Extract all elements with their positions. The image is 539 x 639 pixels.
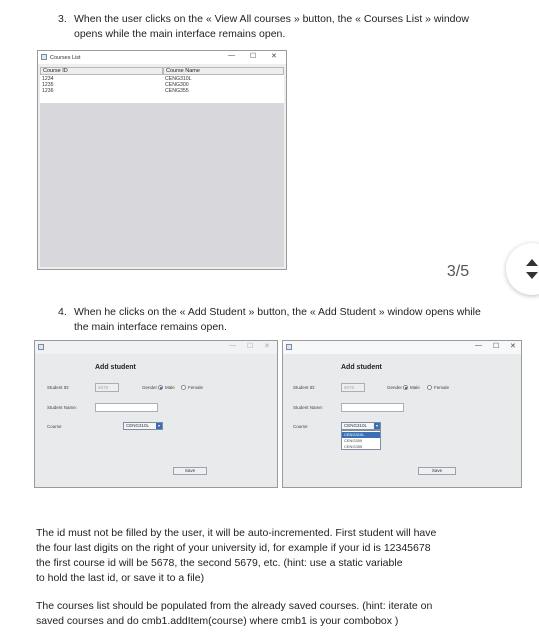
step4-line2: the main interface remains open. [74, 321, 227, 333]
chevron-down-icon: ▾ [157, 423, 160, 428]
female-radio[interactable] [181, 385, 186, 390]
add-student-window-left [34, 340, 278, 488]
female-label: Female [434, 385, 450, 390]
note-line: to hold the last id, or save it to a file) [36, 572, 205, 584]
step4-number: 4. [58, 306, 67, 318]
close-button[interactable]: ✕ [264, 343, 270, 350]
course-combobox[interactable] [123, 422, 163, 430]
course-dropdown-list [341, 430, 381, 450]
notes-paragraph-2 [36, 599, 496, 629]
note-line: The id must not be filled by the user, it will be auto-incremented. First student will have [36, 527, 437, 539]
courses-table [40, 67, 284, 103]
male-radio[interactable] [158, 385, 163, 390]
minimize-button[interactable]: — [475, 342, 482, 349]
student-name-label: Student Name: [293, 405, 324, 410]
cell-course-name: CENG300 [165, 82, 189, 88]
cell-course-id: 1235 [42, 82, 54, 88]
add-student-heading: Add student [95, 364, 136, 371]
close-button[interactable]: ✕ [271, 53, 277, 60]
step3-line1: When the user clicks on the « View All courses » button, the « Courses List » window [74, 13, 469, 25]
page-nav-button[interactable] [506, 243, 539, 295]
female-label: Female [188, 385, 204, 390]
note-line: saved courses and do cmb1.addItem(course) where cmb1 is your combobox ) [36, 615, 399, 627]
java-window-icon [38, 344, 44, 350]
note-line: the first course id will be 5678, the second 5679, etc. (hint: use a static variable [36, 557, 403, 569]
step4-paragraph [58, 305, 498, 337]
student-name-field[interactable] [341, 403, 404, 412]
male-label: Male [410, 385, 420, 390]
gender-label: Gender [142, 385, 158, 390]
cell-course-id: 1236 [42, 88, 54, 94]
gender-label: Gender [387, 385, 403, 390]
course-label: Course [47, 424, 62, 429]
male-radio[interactable] [403, 385, 408, 390]
maximize-button[interactable]: ☐ [247, 343, 254, 350]
table-row[interactable] [40, 88, 284, 94]
java-window-icon [286, 344, 292, 350]
step3-paragraph [58, 12, 498, 44]
up-down-arrows-icon [506, 243, 539, 295]
step3-line2: opens while the main interface remains open. [74, 28, 286, 40]
student-name-label: Student Name: [47, 405, 78, 410]
courses-list-window [37, 50, 287, 270]
student-id-field[interactable]: 5678 [95, 383, 119, 392]
note-line: The courses list should be populated from the already saved courses. (hint: iterate on [36, 600, 433, 612]
maximize-button[interactable]: ☐ [250, 53, 257, 60]
minimize-button[interactable]: — [229, 342, 236, 349]
add-student-titlebar [283, 341, 521, 354]
minimize-button[interactable]: — [228, 52, 235, 59]
add-student-heading: Add student [341, 364, 382, 371]
course-label: Course [293, 424, 308, 429]
courses-window-title: Courses List [50, 54, 81, 61]
student-id-label: Student ID: [47, 385, 70, 390]
page-indicator: 3/5 [446, 263, 470, 280]
column-header-course-id[interactable]: Course ID [40, 67, 163, 75]
note-line: the four last digits on the right of your university id, for example if your id is 12345678 [36, 542, 431, 554]
cell-course-name: CENG310L [165, 76, 192, 82]
female-radio[interactable] [427, 385, 432, 390]
dropdown-option[interactable]: CENG310L [342, 432, 380, 438]
close-button[interactable]: ✕ [510, 343, 516, 350]
course-combobox[interactable] [341, 422, 381, 430]
course-combobox-value: CENG310L [126, 423, 150, 428]
add-student-titlebar [35, 341, 277, 354]
cell-course-name: CENG355 [165, 88, 189, 94]
dropdown-option[interactable]: CENG355 [344, 444, 363, 449]
notes-paragraph-1 [36, 526, 496, 586]
student-name-field[interactable] [95, 403, 158, 412]
courses-window-titlebar [38, 51, 286, 64]
student-id-field[interactable]: 5678 [341, 383, 365, 392]
male-label: Male [165, 385, 175, 390]
chevron-down-icon: ▾ [375, 423, 378, 428]
column-header-course-name[interactable]: Course Name [163, 67, 284, 75]
save-button[interactable]: Save [173, 467, 207, 475]
step3-number: 3. [58, 13, 67, 25]
student-id-label: Student ID: [293, 385, 316, 390]
maximize-button[interactable]: ☐ [493, 343, 500, 350]
cell-course-id: 1234 [42, 76, 54, 82]
course-combobox-value: CENG310L [344, 423, 368, 428]
table-empty-area [40, 103, 284, 267]
step4-line1: When he clicks on the « Add Student » button, the « Add Student » window opens while [74, 306, 481, 318]
save-button[interactable]: Save [418, 467, 456, 475]
add-student-window-right [282, 340, 522, 488]
java-window-icon [41, 54, 47, 60]
dropdown-option[interactable]: CENG300 [344, 438, 363, 443]
